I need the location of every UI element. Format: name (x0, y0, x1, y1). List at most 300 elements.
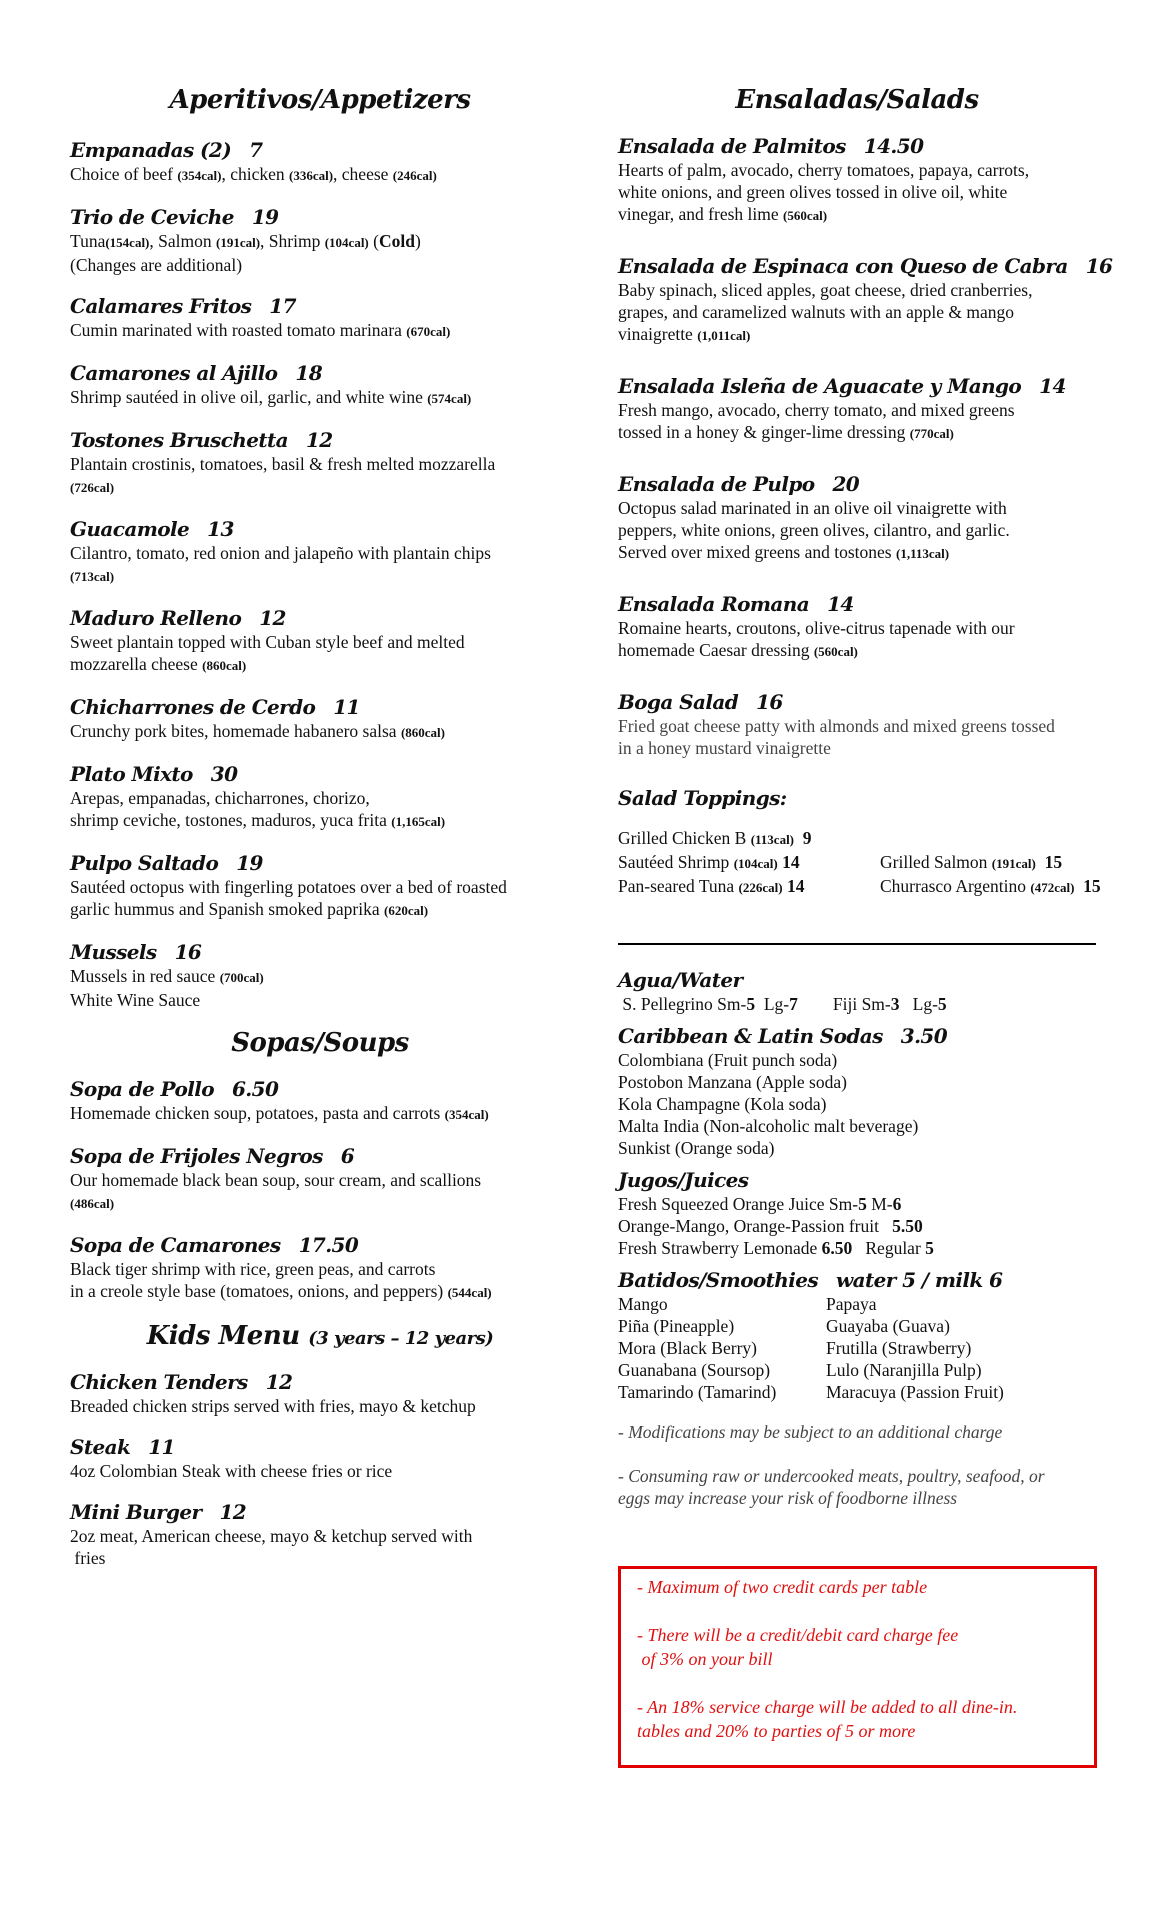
text-run: Mussels in red sauce (70, 966, 220, 986)
text-run: Shrimp sautéed in olive oil, garlic, and white wine (70, 387, 428, 407)
text-run: Churrasco Argentino (880, 876, 1031, 896)
text-run: Octopus salad marinated in an olive oil vinaigrette with (618, 498, 1007, 518)
text-run: white onions, and green olives tossed in olive oil, white (618, 182, 1008, 202)
text-run: , chicken (221, 164, 289, 184)
item-name (618, 253, 1138, 279)
text-run: Crunchy pork bites, homemade habanero salsa (70, 721, 401, 741)
text-run: Orange-Mango, Orange-Passion fruit (618, 1216, 893, 1236)
red-note-line: - There will be a credit/debit card charge fee (637, 1625, 959, 1645)
item-description (618, 617, 1138, 639)
smoothie-item: Guanabana (Soursop) (618, 1360, 771, 1380)
text-run: (Changes are additional) (70, 255, 243, 275)
red-note-line: tables and 20% to parties of 5 or more (637, 1721, 916, 1741)
menu-item (70, 1434, 570, 1482)
menu-item (70, 360, 570, 410)
calorie-count: (472cal) (1030, 880, 1075, 895)
text-run: Pan-seared Tuna (618, 876, 739, 896)
juice-item (618, 1237, 1138, 1259)
menu-item (70, 1369, 570, 1417)
juice-item (618, 1193, 1138, 1215)
text-run: 5 (937, 994, 947, 1014)
text-run: Fresh Strawberry Lemonade (618, 1238, 822, 1258)
item-name (618, 373, 1138, 399)
calorie-count: (354cal) (177, 168, 222, 183)
item-name (70, 293, 570, 319)
smoothies-list (618, 1293, 1138, 1403)
item-description (70, 564, 570, 588)
payment-notice-box (618, 1566, 1097, 1768)
item-description (70, 631, 570, 653)
menu-item (70, 1499, 570, 1569)
item-description (70, 1525, 570, 1547)
topping-item (618, 851, 880, 875)
text-run: Choice of beef (70, 164, 178, 184)
text-run: Arepas, empanadas, chicharrones, chorizo, (70, 788, 370, 808)
text-run: Breaded chicken strips served with fries, mayo & ketchup (70, 1396, 476, 1416)
calorie-count: (1,011cal) (697, 328, 751, 343)
item-description (70, 475, 570, 499)
menu-item (70, 1143, 570, 1215)
text-run: in a creole style base (tomatoes, onions, and peppers) (70, 1281, 448, 1301)
menu-item (618, 689, 1138, 759)
item-description (70, 1547, 570, 1569)
item-price: 7 (249, 138, 263, 162)
item-name (618, 591, 1138, 617)
topping-item (618, 875, 880, 899)
red-note-item (637, 1695, 1078, 1743)
item-description (618, 639, 1138, 663)
soups-title: Sopas/Soups (231, 1028, 409, 1058)
soda-item: Malta India (Non-alcoholic malt beverage) (618, 1116, 919, 1136)
text-run: 5 (746, 994, 756, 1014)
text-run: Lg- (899, 994, 938, 1014)
item-description (618, 203, 1138, 227)
sodas-title: Caribbean & Latin Sodas (618, 1024, 883, 1048)
topping-item (618, 827, 880, 851)
item-title: Ensalada de Palmitos (618, 134, 846, 158)
section-divider (618, 943, 1096, 945)
red-note-item (637, 1623, 1078, 1671)
item-name (70, 204, 570, 230)
item-name (70, 137, 570, 163)
topping-row (618, 851, 1138, 875)
calorie-count: (700cal) (219, 970, 264, 985)
item-description (70, 230, 570, 254)
calorie-count: (1,113cal) (895, 546, 950, 561)
item-price: 11 (333, 695, 360, 719)
text-run: Baby spinach, sliced apples, goat cheese, dried cranberries, (618, 280, 1033, 300)
text-run: 7 (789, 994, 798, 1014)
item-name (70, 1434, 570, 1460)
item-description (618, 497, 1138, 519)
text-run: Fresh mango, avocado, cherry tomato, and mixed greens (618, 400, 1015, 420)
smoothie-item: Lulo (Naranjilla Pulp) (826, 1360, 982, 1380)
item-description (70, 898, 570, 922)
text-run: Lg- (755, 994, 790, 1014)
item-description (70, 1460, 570, 1482)
item-description (70, 876, 570, 898)
item-price: 19 (251, 205, 279, 229)
smoothie-item: Frutilla (Strawberry) (826, 1338, 972, 1358)
item-title: Pulpo Saltado (70, 851, 219, 875)
item-price: 14 (1039, 374, 1066, 398)
juices-title: Jugos/Juices (618, 1168, 749, 1192)
notes-list (618, 1421, 1138, 1509)
soda-item: Kola Champagne (Kola soda) (618, 1094, 827, 1114)
item-description (70, 163, 570, 187)
sodas-price: 3.50 (900, 1024, 948, 1048)
text-run: fries (70, 1548, 106, 1568)
soups-list (70, 1076, 570, 1304)
item-title: Ensalada de Pulpo (618, 472, 815, 496)
text-run: Our homemade black bean soup, sour cream, and scallions (70, 1170, 482, 1190)
item-description (70, 542, 570, 564)
calorie-count: (336cal) (288, 168, 334, 183)
text-run: 14 (777, 852, 800, 872)
kids-title (70, 1321, 570, 1351)
item-title: Tostones Bruschetta (70, 428, 288, 452)
text-run: Fresh Squeezed Orange Juice Sm- (618, 1194, 859, 1214)
menu-item (70, 939, 570, 1011)
smoothie-item: Papaya (826, 1294, 877, 1314)
topping-item (880, 875, 1101, 899)
right-column (618, 85, 1138, 1531)
item-description (70, 319, 570, 343)
text-run: Homemade chicken soup, potatoes, pasta and carrots (70, 1103, 445, 1123)
topping-row (618, 875, 1138, 899)
text-run: Fiji Sm- (797, 994, 891, 1014)
text-run: Cold (378, 231, 415, 251)
smoothie-row (618, 1293, 1138, 1315)
menu-item (70, 293, 570, 343)
kids-subtitle: (3 years – 12 years) (308, 1328, 494, 1349)
text-run: Fried goat cheese patty with almonds and mixed greens tossed (618, 716, 1055, 736)
soda-item: Sunkist (Orange soda) (618, 1138, 775, 1158)
text-run: Cumin marinated with roasted tomato marinara (70, 320, 407, 340)
calorie-count: (1,165cal) (391, 814, 446, 829)
item-price: 14.50 (863, 134, 924, 158)
calorie-count: (226cal) (738, 880, 783, 895)
text-run: 6 (892, 1194, 902, 1214)
smoothie-item: Tamarindo (Tamarind) (618, 1382, 777, 1402)
item-title: Camarones al Ajillo (70, 361, 278, 385)
text-run: ) (414, 231, 421, 251)
text-run: peppers, white onions, green olives, cilantro, and garlic. (618, 520, 1010, 540)
text-run: 15 (1035, 852, 1063, 872)
item-price: 17 (269, 294, 296, 318)
text-run: Sautéed octopus with fingerling potatoes over a bed of roasted (70, 877, 507, 897)
text-run: , Shrimp (260, 231, 325, 251)
calorie-count: (560cal) (813, 644, 858, 659)
menu-item (618, 373, 1138, 445)
topping-item (880, 851, 1062, 875)
red-note-line: - Maximum of two credit cards per table (637, 1577, 928, 1597)
menu-item (70, 850, 570, 922)
item-name (70, 939, 570, 965)
smoothies-heading (618, 1267, 1138, 1293)
menu-item (70, 204, 570, 276)
item-description (70, 1102, 570, 1126)
text-run: homemade Caesar dressing (618, 640, 814, 660)
item-title: Plato Mixto (70, 762, 193, 786)
item-description (70, 720, 570, 744)
menu-item (70, 694, 570, 744)
item-title: Sopa de Camarones (70, 1233, 281, 1257)
item-description (70, 1169, 570, 1191)
note-line: eggs may increase your risk of foodborne illness (618, 1488, 958, 1508)
menu-item (618, 133, 1138, 227)
item-description (618, 715, 1138, 737)
text-run: Grilled Chicken B (618, 828, 751, 848)
item-title: Sopa de Pollo (70, 1077, 214, 1101)
item-price: 16 (174, 940, 202, 964)
smoothie-item: Maracuya (Passion Fruit) (826, 1382, 1004, 1402)
note-item (618, 1421, 1138, 1443)
soda-item: Postobon Manzana (Apple soda) (618, 1072, 847, 1092)
item-name (70, 516, 570, 542)
item-price: 6.50 (231, 1077, 279, 1101)
item-price: 18 (295, 361, 323, 385)
soda-item: Colombiana (Fruit punch soda) (618, 1050, 838, 1070)
item-description (70, 809, 570, 833)
item-title: Boga Salad (618, 690, 739, 714)
sodas-heading (618, 1023, 1138, 1049)
item-name (70, 360, 570, 386)
text-run: ( (368, 231, 379, 251)
calorie-count: (113cal) (750, 832, 795, 847)
calorie-count: (860cal) (202, 658, 247, 673)
item-name (70, 605, 570, 631)
red-note-line: - An 18% service charge will be added to all dine-in. (637, 1697, 1018, 1717)
item-description (618, 159, 1138, 181)
smoothie-item: Guayaba (Guava) (826, 1316, 950, 1336)
smoothie-row (618, 1337, 1138, 1359)
text-run: vinaigrette (618, 324, 698, 344)
item-title: Chicken Tenders (70, 1370, 248, 1394)
item-title: Guacamole (70, 517, 190, 541)
note-line: - Consuming raw or undercooked meats, poultry, seafood, or (618, 1466, 1045, 1486)
calorie-count: (154cal) (105, 235, 150, 250)
item-name (618, 471, 1138, 497)
text-run: 3 (890, 994, 900, 1014)
item-price: 13 (207, 517, 234, 541)
item-price: 6 (340, 1144, 355, 1168)
item-description (70, 653, 570, 677)
menu-item (70, 605, 570, 677)
water-title: Agua/Water (618, 968, 743, 992)
text-run: Sautéed Shrimp (618, 852, 734, 872)
item-title: Mussels (70, 940, 157, 964)
item-price: 12 (265, 1370, 293, 1394)
menu-item (70, 1076, 570, 1126)
calorie-count: (560cal) (783, 208, 828, 223)
text-run: 9 (794, 828, 812, 848)
item-name (70, 1232, 570, 1258)
red-note-line: of 3% on your bill (637, 1649, 773, 1669)
water-line (618, 993, 1138, 1015)
text-run: tossed in a honey & ginger-lime dressing (618, 422, 910, 442)
item-price: 12 (219, 1500, 247, 1524)
item-description (70, 787, 570, 809)
text-run: , cheese (333, 164, 393, 184)
menu-item (618, 591, 1138, 663)
text-run: S. Pellegrino Sm- (618, 994, 747, 1014)
appetizers-title: Aperitivos/Appetizers (169, 85, 471, 115)
smoothies-title: Batidos/Smoothies (618, 1268, 819, 1292)
juices-list (618, 1193, 1138, 1259)
text-run: Cilantro, tomato, red onion and jalapeño with plantain chips (70, 543, 491, 563)
text-run: 6.50 (821, 1238, 853, 1258)
smoothie-row (618, 1359, 1138, 1381)
item-price: 16 (756, 690, 783, 714)
item-title: Mini Burger (70, 1500, 202, 1524)
item-description (618, 519, 1138, 541)
left-column (70, 85, 570, 1586)
menu-item (70, 516, 570, 588)
text-run: vinegar, and fresh lime (618, 204, 784, 224)
item-description (70, 1258, 570, 1280)
item-title: Ensalada de Espinaca con Queso de Cabra (618, 254, 1068, 278)
salads-title: Ensaladas/Salads (735, 85, 979, 115)
item-title: Chicharrones de Cerdo (70, 695, 316, 719)
text-run: Black tiger shrimp with rice, green peas, and carrots (70, 1259, 436, 1279)
text-run: White Wine Sauce (70, 990, 201, 1010)
text-run: 5 (925, 1238, 934, 1258)
text-run: shrimp ceviche, tostones, maduros, yuca frita (70, 810, 392, 830)
item-name (70, 850, 570, 876)
calorie-count: (620cal) (383, 903, 429, 918)
calorie-count: (486cal) (70, 1196, 115, 1211)
salads-list (618, 133, 1138, 759)
text-run: grapes, and caramelized walnuts with an apple & mango (618, 302, 1015, 322)
item-description (618, 181, 1138, 203)
item-name (70, 1499, 570, 1525)
calorie-count: (354cal) (444, 1107, 489, 1122)
note-item (618, 1465, 1138, 1509)
item-title: Empanadas (2) (70, 138, 232, 162)
smoothie-row (618, 1381, 1138, 1403)
calorie-count: (574cal) (427, 391, 472, 406)
menu-item (618, 253, 1138, 347)
item-name (70, 694, 570, 720)
text-run: Grilled Salmon (880, 852, 992, 872)
item-title: Calamares Fritos (70, 294, 252, 318)
smoothie-item: Mora (Black Berry) (618, 1338, 757, 1358)
calorie-count: (670cal) (406, 324, 451, 339)
calorie-count: (191cal) (216, 235, 261, 250)
text-run: M- (866, 1194, 893, 1214)
item-price: 12 (305, 428, 333, 452)
kids-list (70, 1369, 570, 1569)
item-price: 11 (148, 1435, 175, 1459)
item-description (618, 301, 1138, 323)
item-price: 19 (236, 851, 263, 875)
text-run: garlic hummus and Spanish smoked paprika (70, 899, 384, 919)
item-description (618, 279, 1138, 301)
item-description (70, 453, 570, 475)
note-line: - Modifications may be subject to an additional charge (618, 1422, 1003, 1442)
topping-row (618, 827, 1138, 851)
red-note-item (637, 1575, 1078, 1599)
item-name (70, 1143, 570, 1169)
smoothie-item: Mango (618, 1294, 668, 1314)
item-title: Maduro Relleno (70, 606, 242, 630)
item-price: 30 (210, 762, 238, 786)
menu-item (70, 427, 570, 499)
smoothie-item: Piña (Pineapple) (618, 1316, 735, 1336)
item-description (70, 1280, 570, 1304)
text-run: 4oz Colombian Steak with cheese fries or rice (70, 1461, 393, 1481)
item-name (70, 1369, 570, 1395)
text-run: 14 (782, 876, 805, 896)
item-description (70, 1395, 570, 1417)
text-run: in a honey mustard vinaigrette (618, 738, 831, 758)
item-title: Steak (70, 1435, 131, 1459)
text-run: mozzarella cheese (70, 654, 203, 674)
item-description (70, 965, 570, 989)
menu-item (70, 761, 570, 833)
item-name (618, 689, 1138, 715)
appetizers-list (70, 137, 570, 1011)
text-run: 5.50 (892, 1216, 923, 1236)
text-run: Hearts of palm, avocado, cherry tomatoes, papaya, carrots, (618, 160, 1030, 180)
smoothies-price: water 5 / milk 6 (836, 1268, 1003, 1292)
text-run: Sweet plantain topped with Cuban style beef and melted (70, 632, 465, 652)
text-run: 2oz meat, American cheese, mayo & ketchup served with (70, 1526, 473, 1546)
text-run: Regular (852, 1238, 926, 1258)
menu-item (618, 471, 1138, 565)
item-description (70, 1191, 570, 1215)
item-description (618, 737, 1138, 759)
text-run: Romaine hearts, croutons, olive-citrus tapenade with our (618, 618, 1015, 638)
item-title: Trio de Ceviche (70, 205, 234, 229)
item-price: 20 (832, 472, 860, 496)
item-description (618, 421, 1138, 445)
kids-title-text: Kids Menu (146, 1321, 300, 1351)
item-price: 16 (1085, 254, 1113, 278)
juice-item (618, 1215, 1138, 1237)
calorie-count: (770cal) (909, 426, 954, 441)
calorie-count: (726cal) (70, 480, 115, 495)
text-run: Plantain crostinis, tomatoes, basil & fresh melted mozzarella (70, 454, 496, 474)
item-title: Ensalada Isleña de Aguacate y Mango (618, 374, 1022, 398)
text-run: , Salmon (149, 231, 216, 251)
item-description (70, 989, 570, 1011)
item-price: 12 (259, 606, 286, 630)
text-run: Served over mixed greens and tostones (618, 542, 896, 562)
calorie-count: (104cal) (324, 235, 369, 250)
item-description (70, 254, 570, 276)
item-description (618, 541, 1138, 565)
calorie-count: (191cal) (991, 856, 1036, 871)
item-description (618, 399, 1138, 421)
item-name (70, 427, 570, 453)
menu-item (70, 137, 570, 187)
text-run: 15 (1074, 876, 1101, 896)
item-title: Sopa de Frijoles Negros (70, 1144, 323, 1168)
calorie-count: (104cal) (733, 856, 778, 871)
text-run: 5 (858, 1194, 867, 1214)
item-description (70, 386, 570, 410)
item-title: Ensalada Romana (618, 592, 810, 616)
item-description (618, 323, 1138, 347)
item-name (70, 761, 570, 787)
item-name (70, 1076, 570, 1102)
calorie-count: (860cal) (400, 725, 445, 740)
toppings-title: Salad Toppings: (618, 786, 787, 810)
menu-item (70, 1232, 570, 1304)
item-name (618, 133, 1138, 159)
